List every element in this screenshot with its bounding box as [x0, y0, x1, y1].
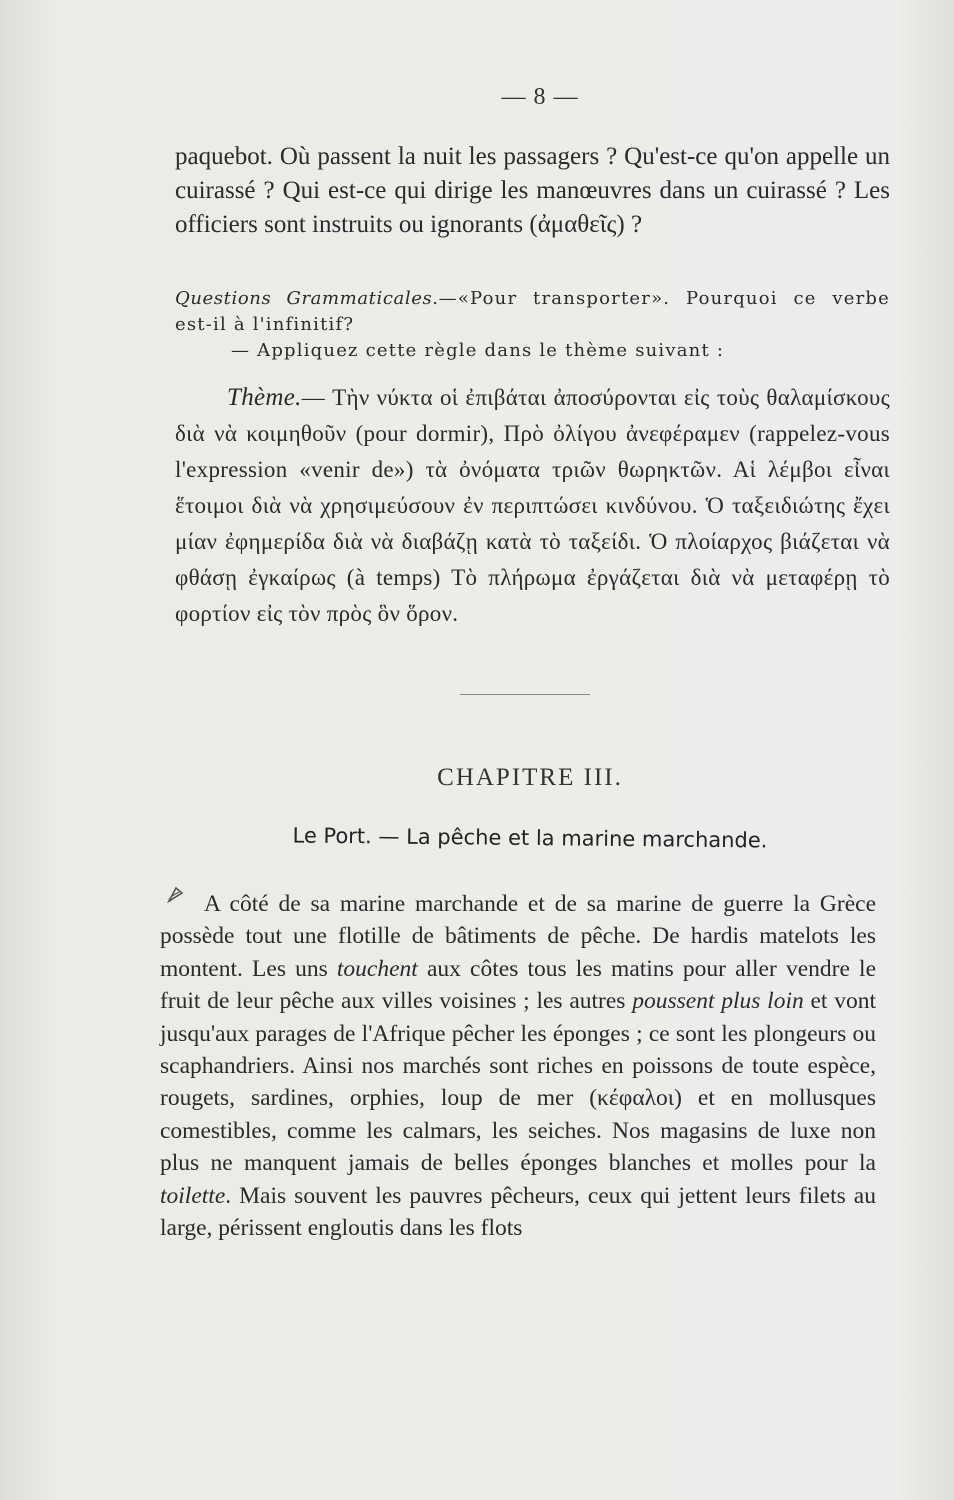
body-emphasis-1: touchent [336, 955, 418, 982]
grammar-questions [175, 286, 890, 364]
body-segment-4: . Mais souvent les pauvres pêcheurs, ceux qui jettent leurs filets au large, périssent engloutis dans les flots [160, 1182, 876, 1242]
grammar-questions-heading: Questions Grammaticales. [175, 288, 439, 309]
body-segment-1: A côté de sa marine marchande et de sa marine de guerre la Grèce possède tout une flotille de bâtiments de pêche. De hardis matelots les montent. Les uns [160, 891, 876, 982]
body-emphasis-3: toilette [160, 1182, 226, 1209]
grammar-questions-line-1: —«Pour transporter». Pourquoi ce verbe est-il à l'infinitif? [175, 288, 890, 335]
paragraph-continued: paquebot. Où passent la nuit les passagers ? Qu'est-ce qu'on appelle un cuirassé ? Qui est-ce qui dirige les manœuvres dans un cuirassé ? Les officiers sont instruits ou ignorants (ἀμαθεῖς) ? [175, 143, 890, 238]
theme-heading: Thème. [227, 384, 302, 411]
chapter-body-text [160, 888, 876, 1244]
chapter-title: CHAPITRE III. [437, 764, 623, 791]
body-segment-3: et vont jusqu'aux parages de l'Afrique pêcher les éponges ; ce sont les plongeurs ou scaphandriers. Ainsi nos marchés sont riches en poissons de toute espèce, rougets, sardines, orphies, loup de mer (κέφαλοι) et en mollusques comestibles, comme les calmars, les seiches. Nos magasins de luxe non plus ne manquent jamais de belles éponges blanches et molles pour la [160, 988, 876, 1177]
section-divider [460, 694, 590, 695]
body-emphasis-2: poussent plus loin [632, 988, 804, 1015]
grammar-questions-line-2: — Appliquez cette règle dans le thème suivant : [231, 340, 725, 361]
theme-text: — Τὴν νύκτα οἱ ἐπιβάται ἀποσύρονται εἰς τοὺς θαλαμίσκους διὰ νὰ κοιμηθοῦν (pour dormir), Πρὸ ὀλίγου ἀνεφέραμεν (rappelez-vous l'expression «venir de») τὰ ὀνόματα τριῶν θωρηκτῶν. Αἱ λέμβοι εἶναι ἕτοιμοι διὰ νὰ χρησιμεύσουν ἐν περιπτώσει κινδύνου. Ὁ ταξειδιώτης ἔχει μίαν ἐφημερίδα διὰ νὰ διαβάζῃ κατὰ τὸ ταξείδι. Ὁ πλοίαρχος βιάζεται νὰ φθάσῃ ἐγκαίρως (à temps) Τὸ πλήρωμα ἐργάζεται διὰ νὰ μεταφέρῃ τὸ φορτίον εἰς τὸν πρὸς ὃν ὅρον. [175, 385, 890, 626]
page-number: — 8 — [501, 84, 579, 110]
body-segment-2: aux côtes tous les matins pour aller vendre le fruit de leur pêche aux villes voisines ; les autres [160, 955, 877, 1015]
theme-exercise [175, 380, 890, 632]
chapter-subtitle: Le Port. — La pêche et la marine marchande. [292, 823, 768, 853]
